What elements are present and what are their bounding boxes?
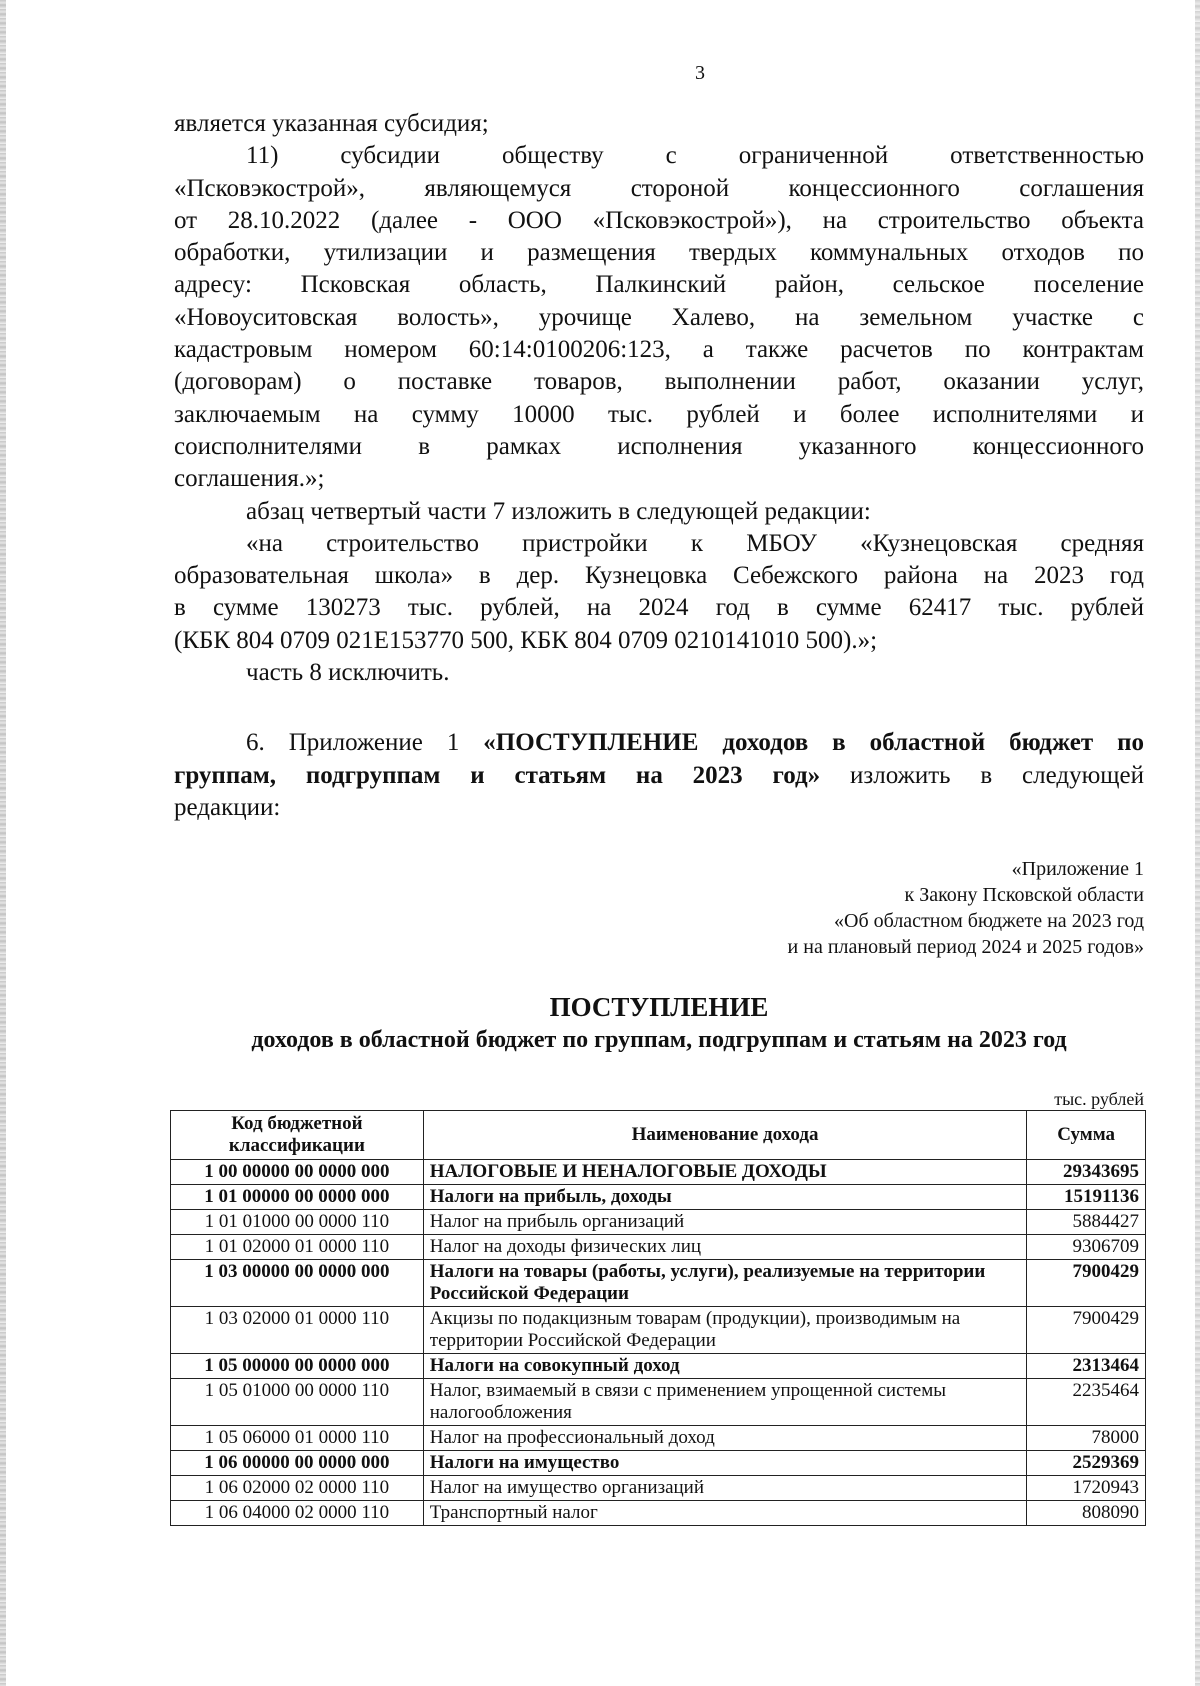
row-code-cell: 1 05 00000 00 0000 000 [171, 1354, 424, 1379]
row-sum-cell: 2529369 [1027, 1451, 1146, 1476]
row-sum-cell: 9306709 [1027, 1235, 1146, 1260]
row-name-cell: Транспортный налог [423, 1501, 1027, 1526]
law-body-text [174, 108, 1144, 824]
row-code-cell: 1 05 01000 00 0000 110 [171, 1379, 424, 1426]
paragraph-line: является указанная субсидия; [174, 110, 489, 137]
header-name: Наименование дохода [423, 1111, 1027, 1160]
quote-line: «на строительство пристройки к МБОУ «Кузнецовская средняя [246, 529, 1144, 557]
row-sum-cell: 78000 [1027, 1426, 1146, 1451]
row-name-cell: Налоги на совокупный доход [423, 1354, 1027, 1379]
row-sum-cell: 7900429 [1027, 1307, 1146, 1354]
table-row [171, 1354, 1146, 1379]
row-code-cell: 1 03 02000 01 0000 110 [171, 1307, 424, 1354]
row-code-cell: 1 05 06000 01 0000 110 [171, 1426, 424, 1451]
row-sum-cell: 1720943 [1027, 1476, 1146, 1501]
table-row [171, 1260, 1146, 1307]
item-11-line: от 28.10.2022 (далее - ООО «Псковэкострой»), на строительство объекта [174, 206, 1144, 234]
appendix-line: к Закону Псковской области [904, 884, 1144, 906]
table-row [171, 1451, 1146, 1476]
income-table-body [171, 1160, 1146, 1526]
row-name-cell: НАЛОГОВЫЕ И НЕНАЛОГОВЫЕ ДОХОДЫ [423, 1160, 1027, 1185]
quote-line: образовательная школа» в дер. Кузнецовка Себежского района на 2023 год [174, 562, 1144, 590]
header-code: Код бюджетной классификации [171, 1111, 424, 1160]
row-sum-cell: 2235464 [1027, 1379, 1146, 1426]
row-sum-cell: 15191136 [1027, 1185, 1146, 1210]
item-6-prefix: 6. Приложение 1 [246, 729, 484, 757]
scan-edge-right [1195, 0, 1200, 1686]
table-row [171, 1160, 1146, 1185]
quote-line: в сумме 130273 тыс. рублей, на 2024 год в сумме 62417 тыс. рублей [174, 594, 1144, 622]
item-11-line: (договорам) о поставке товаров, выполнении работ, оказании услуг, [174, 368, 1144, 396]
row-sum-cell: 29343695 [1027, 1160, 1146, 1185]
row-name-cell: Налоги на имущество [423, 1451, 1027, 1476]
item-11-line: кадастровым номером 60:14:0100206:123, а также расчетов по контрактам [174, 336, 1144, 364]
row-name-cell: Налог на имущество организаций [423, 1476, 1027, 1501]
row-name-cell: Налог на профессиональный доход [423, 1426, 1027, 1451]
table-row [171, 1426, 1146, 1451]
row-name-cell: Налог на доходы физических лиц [423, 1235, 1027, 1260]
row-code-cell: 1 01 02000 01 0000 110 [171, 1235, 424, 1260]
row-sum-cell: 808090 [1027, 1501, 1146, 1526]
income-table [170, 1110, 1146, 1526]
page-number: 3 [695, 62, 705, 84]
row-name-cell: Налоги на товары (работы, услуги), реализуемые на территории Российской Федерации [423, 1260, 1027, 1307]
item-6-bold-title: «ПОСТУПЛЕНИЕ доходов в областной бюджет по [483, 729, 1144, 757]
part-8-instruction: часть 8 исключить. [246, 659, 450, 687]
header-sum: Сумма [1027, 1111, 1146, 1160]
item-6-line-1 [174, 727, 1144, 759]
table-row [171, 1476, 1146, 1501]
item-11-line: «Псковэкострой», являющемуся стороной концессионного соглашения [174, 174, 1144, 202]
row-code-cell: 1 01 00000 00 0000 000 [171, 1185, 424, 1210]
item-6-bold-title-cont: группам, подгруппам и статьям на 2023 год» [174, 761, 821, 789]
item-6-line-3: редакции: [174, 793, 281, 821]
row-name-cell: Налог на прибыль организаций [423, 1210, 1027, 1235]
row-code-cell: 1 00 00000 00 0000 000 [171, 1160, 424, 1185]
item-11-line: соглашения.»; [174, 465, 325, 493]
item-6-suffix: изложить в следующей [820, 761, 1144, 789]
item-11-line: адресу: Псковская область, Палкинский район, сельское поселение [174, 271, 1144, 299]
title-heading: ПОСТУПЛЕНИЕ [549, 992, 769, 1022]
row-sum-cell: 7900429 [1027, 1260, 1146, 1307]
scan-edge-left [0, 0, 6, 1686]
item-11-line: «Новоуситовская волость», урочище Халево, на земельном участке с [174, 303, 1144, 331]
table-row [171, 1307, 1146, 1354]
row-name-cell: Акцизы по подакцизным товарам (продукции), производимым на территории Российской Федерации [423, 1307, 1027, 1354]
row-code-cell: 1 01 01000 00 0000 110 [171, 1210, 424, 1235]
row-name-cell: Налог, взимаемый в связи с применением упрощенной системы налогообложения [423, 1379, 1027, 1426]
appendix-line: и на плановый период 2024 и 2025 годов» [787, 936, 1144, 958]
appendix-reference [620, 856, 1144, 960]
row-code-cell: 1 06 02000 02 0000 110 [171, 1476, 424, 1501]
table-row [171, 1185, 1146, 1210]
paragraph-gap [174, 689, 1144, 727]
appendix-line: «Об областном бюджете на 2023 год [834, 910, 1144, 932]
row-code-cell: 1 03 00000 00 0000 000 [171, 1260, 424, 1307]
table-row [171, 1379, 1146, 1426]
title-subheading: доходов в областной бюджет по группам, подгруппам и статьям на 2023 год [251, 1027, 1067, 1053]
table-row [171, 1501, 1146, 1526]
document-title [174, 990, 1144, 1056]
row-code-cell: 1 06 04000 02 0000 110 [171, 1501, 424, 1526]
abzac-instruction: абзац четвертый части 7 изложить в следующей редакции: [246, 497, 871, 525]
item-11-line: обработки, утилизации и размещения твердых коммунальных отходов по [174, 239, 1144, 267]
row-name-cell: Налоги на прибыль, доходы [423, 1185, 1027, 1210]
item-11-line: соисполнителями в рамках исполнения указанного концессионного [174, 432, 1144, 460]
quote-line: (КБК 804 0709 021Е153770 500, КБК 804 0709 0210141010 500).»; [174, 626, 878, 654]
appendix-line: «Приложение 1 [1011, 858, 1144, 880]
item-6-line-2 [174, 760, 1144, 792]
table-row [171, 1210, 1146, 1235]
row-code-cell: 1 06 00000 00 0000 000 [171, 1451, 424, 1476]
units-label: тыс. рублей [1054, 1089, 1144, 1109]
table-row [171, 1235, 1146, 1260]
row-sum-cell: 2313464 [1027, 1354, 1146, 1379]
item-11-line: заключаемым на сумму 10000 тыс. рублей и более исполнителями и [174, 400, 1144, 428]
item-11-line: 11) субсидии обществу с ограниченной ответственностью [246, 142, 1144, 170]
row-sum-cell: 5884427 [1027, 1210, 1146, 1235]
table-header-row [171, 1111, 1146, 1160]
